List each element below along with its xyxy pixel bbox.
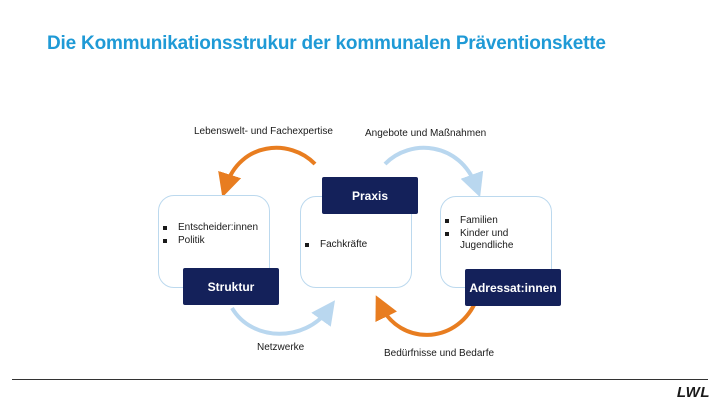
label-angebote: Angebote und Maßnahmen [365,128,487,139]
lwl-logo: LWL [676,384,710,401]
tag-adressat: Adressat:innen [465,269,561,306]
label-netzwerke: Netzwerke [257,342,305,353]
tag-struktur: Struktur [183,268,279,305]
list-item: Fachkräfte [303,239,411,252]
page-title: Die Kommunikationsstrukur der kommunalen Präventionskette [47,33,606,54]
list-item: Politik [161,235,269,248]
tag-praxis: Praxis [322,177,418,214]
list-item: Familien [443,215,551,228]
struktur-list [161,222,269,247]
arrow-netzwerke [232,308,328,334]
arrow-bedarfe [381,303,475,335]
praxis-list [303,239,411,252]
label-expertise: Lebenswelt- und Fachexpertise [194,126,333,137]
list-item: Entscheider:innen [161,222,269,235]
list-item: Kinder und Jugendliche [443,228,525,253]
footer-divider [12,379,708,380]
adressat-list [443,215,551,253]
label-bedarfe: Bedürfnisse und Bedarfe [384,348,495,359]
arrow-expertise [226,148,315,186]
